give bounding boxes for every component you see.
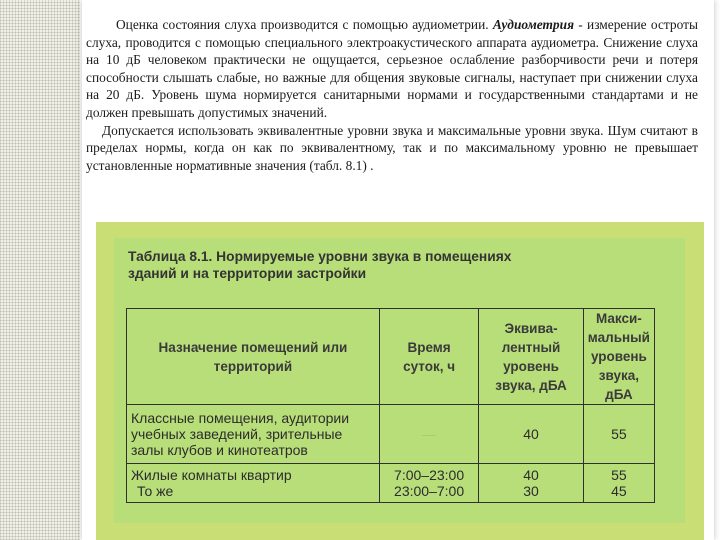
cell-equivalent: 40 30 (479, 464, 584, 503)
cell-room: Жилые комнаты квартир То же (127, 464, 380, 503)
header-room: Назначение помещений или территорий (127, 309, 380, 405)
cell-max: 55 (583, 405, 654, 464)
paragraph-1: Оценка состояния слуха производится с помощью аудиометрии. Аудиометрия - измерение остроты слуха, проводится с помощью специального электроакустического аппарата аудиометра. Снижение слуха на 10 дБ человеком практически не ощущается, серьезное ослабление разборчивости речи и потеря способности слышать слабые, но важные для общения звуковые сигналы, наступает при снижении слуха на 20 дБ. Уровень шума нормируется санитарными нормами и государственными стандартами и не должен превышать допустимых значений. (86, 17, 698, 120)
cell-time: — (379, 405, 478, 464)
header-equivalent-level: Эквива- лентный уровень звука, дБА (479, 309, 584, 405)
term-audiometry: Аудиометрия (492, 17, 574, 32)
table-caption: Таблица 8.1. Нормируемые уровни звука в помещениях зданий и на территории застройки (128, 249, 512, 281)
cell-time: 7:00–23:00 23:00–7:00 (379, 464, 478, 503)
noise-norms-table (126, 308, 655, 503)
table-row (127, 405, 655, 464)
header-time: Время суток, ч (379, 309, 478, 405)
table-panel (96, 222, 704, 540)
cell-max: 55 45 (583, 464, 654, 503)
left-texture-strip (0, 0, 80, 540)
table-row (127, 464, 655, 503)
paragraph-2: Допускается использовать эквивалентные уровни звука и максимальные уровни звука. Шум считают в пределах нормы, когда он как по эквивалентному, так и по максимальному уровню не превышает установленные нормативные значения (табл. 8.1) . (86, 122, 698, 173)
table-card (114, 238, 685, 523)
header-max-level: Макси- мальный уровень звука, дБА (583, 309, 654, 405)
cell-equivalent: 40 (479, 405, 584, 464)
body-text (86, 16, 698, 174)
table-header-row (127, 309, 655, 405)
cell-room: Классные помещения, аудитории учебных заведений, зрительные залы клубов и кинотеатров (127, 405, 380, 464)
